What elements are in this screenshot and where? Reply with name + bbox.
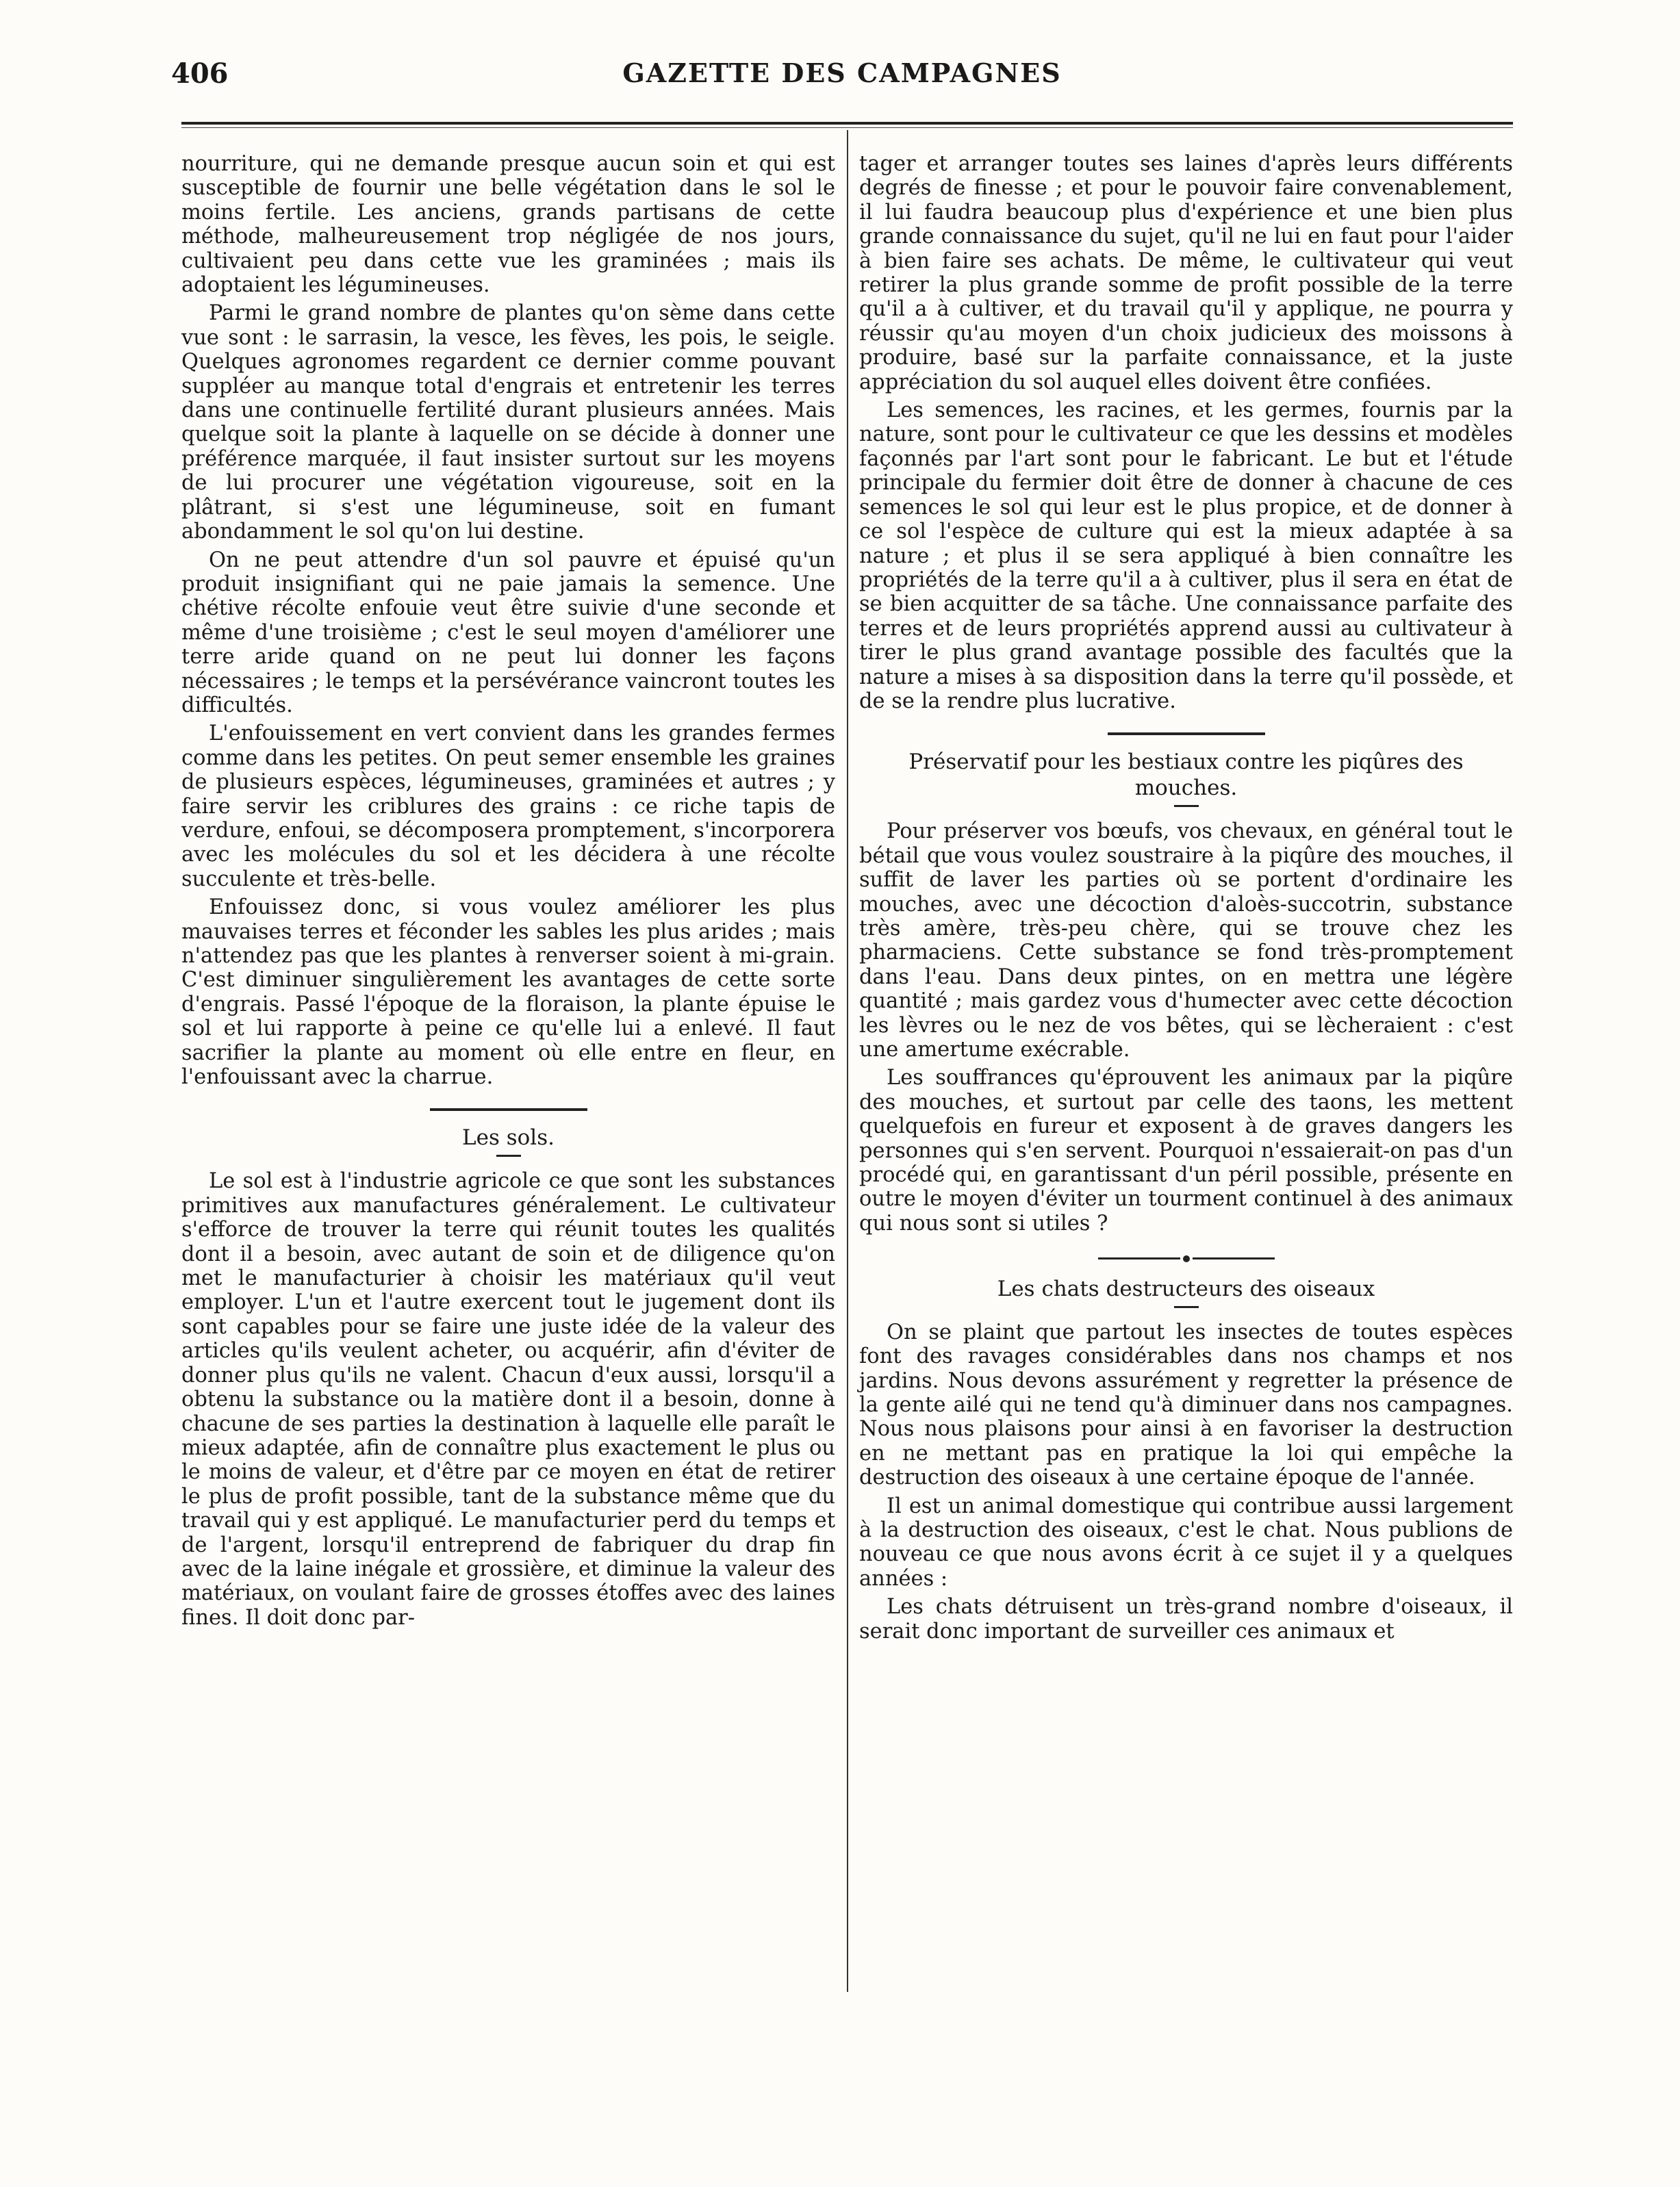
header-rule <box>181 122 1513 125</box>
section-title-chats: Les chats destructeurs des oiseaux <box>997 1276 1375 1301</box>
page-number: 406 <box>171 57 229 90</box>
section-separator <box>1108 732 1265 735</box>
paragraph: Les chats détruisent un très-grand nombre d'oiseaux, il serait donc important de surveiller ces animaux et <box>859 1595 1513 1644</box>
paragraph: Enfouissez donc, si vous voulez améliorer les plus mauvaises terres et féconder les sables les plus arides ; mais n'attendez pas que les plantes à renverser soient à mi-grain. C'est diminuer singulièrement les avantages de cette sorte d'engrais. Passé l'époque de la floraison, la plante épuise le sol et lui rapporte à peine ce qu'elle lui a enlevé. Il faut sacrifier la plante au moment où elle entre en fleur, en l'enfouissant avec la charrue. <box>181 895 835 1090</box>
title-dash <box>496 1155 521 1157</box>
page-header <box>171 57 1513 99</box>
left-column <box>181 152 835 1634</box>
running-title: GAZETTE DES CAMPAGNES <box>622 57 1062 88</box>
right-column <box>859 152 1513 1648</box>
section-title-preservatif: Préservatif pour les bestiaux contre les piqûres des mouches. <box>908 750 1464 801</box>
section-separator <box>430 1108 587 1111</box>
ornamental-separator <box>1077 1253 1296 1262</box>
paragraph: Il est un animal domestique qui contribue aussi largement à la destruction des oiseaux, c'est le chat. Nous publions de nouveau ce que nous avons écrit à ce sujet il y a quelques années : <box>859 1494 1513 1591</box>
paragraph: nourriture, qui ne demande presque aucun soin et qui est susceptible de fournir une belle végétation dans le sol le moins fertile. Les anciens, grands partisans de cette méthode, malheureusement trop négligée de nos jours, cultivaient peu dans cette vue les graminées ; mais ils adoptaient les légumineuses. <box>181 152 835 298</box>
paragraph: On se plaint que partout les insectes de toutes espèces font des ravages considérables dans nos champs et nos jardins. Nous devons assurément y regretter la présence de la gente ailé qui ne tend qu'à diminuer dans nos campagnes. Nous nous plaisons pour ainsi à en favoriser la destruction en ne mettant pas en pratique la loi qui empêche la destruction des oiseaux à une certaine époque de l'année. <box>859 1320 1513 1490</box>
paragraph: On ne peut attendre d'un sol pauvre et épuisé qu'un produit insignifiant qui ne paie jamais la semence. Une chétive récolte enfouie veut être suivie d'une seconde et même d'une troisième ; c'est le seul moyen d'améliorer une terre aride quand on ne peut lui donner les façons nécessaires ; le temps et la persévérance vaincront toutes les difficultés. <box>181 548 835 717</box>
paragraph: Les souffrances qu'éprouvent les animaux par la piqûre des mouches, et surtout par celle des taons, les mettent quelquefois en fureur et exposent à de graves dangers les personnes qui s'en servent. Pourquoi n'essaierait-on pas d'un procédé qui, en garantissant d'un péril possible, présente en outre le moyen d'éviter un tourment continuel à des animaux qui nous sont si utiles ? <box>859 1066 1513 1236</box>
paragraph: Pour préserver vos bœufs, vos chevaux, en général tout le bétail que vous voulez soustraire à la piqûre des mouches, il suffit de laver les parties où se portent d'ordinaire les mouches, avec une décoction d'aloès-succotrin, substance très amère, très-peu chère, qui se trouve chez les pharmaciens. Cette substance se fond très-promptement dans l'eau. Dans deux pintes, on en mettra une légère quantité ; mais gardez vous d'humecter avec cette décoction les lèvres ou le nez de vos bêtes, qui se lècheraient : c'est une amertume exécrable. <box>859 819 1513 1062</box>
header-rule-thin <box>181 127 1513 128</box>
ornament-bar <box>1098 1257 1180 1259</box>
paragraph: Parmi le grand nombre de plantes qu'on sème dans cette vue sont : le sarrasin, la vesce, les fèves, les pois, le seigle. Quelques agronomes regardent ce dernier comme pouvant suppléer au manque total d'engrais et entretenir les terres dans une continuelle fertilité durant plusieurs années. Mais quelque soit la plante à laquelle on se décide à donner une préférence marquée, il faut insister surtout sur les moyens de lui procurer une végétation vigoureuse, soit en la plâtrant, si s'est une légumineuse, soit en fumant abondamment le sol qu'on lui destine. <box>181 301 835 544</box>
section-title-les-sols: Les sols. <box>462 1125 555 1151</box>
title-dash <box>1174 805 1199 807</box>
paragraph: Les semences, les racines, et les germes, fournis par la nature, sont pour le cultivateur ce que les dessins et modèles façonnés par l'art sont pour le fabricant. Le but et l'étude principale du fermier doit être de donner à chacune de ces semences le sol qui leur est le plus propice, et de donner à ce sol l'espèce de culture qui est la mieux adaptée à sa nature ; et plus il se sera appliqué à bien connaître les propriétés de la terre qu'il a à cultiver, plus il sera en état de se bien acquitter de sa tâche. Une connaissance parfaite des terres et de leurs propriétés apprend aussi au cultivateur à tirer le plus grand avantage possible des facultés que la nature a mises à sa disposition dans la terre qu'il possède, et de se la rendre plus lucrative. <box>859 398 1513 713</box>
paragraph: L'enfouissement en vert convient dans les grandes fermes comme dans les petites. On peut semer ensemble les graines de plusieurs espèces, légumineuses, graminées et autres ; y faire servir les criblures des grains : ce riche tapis de verdure, enfoui, se décomposera promptement, s'incorporera avec les molécules du sol et les décidera à une récolte succulente et très-belle. <box>181 721 835 891</box>
paragraph: Le sol est à l'industrie agricole ce que sont les substances primitives aux manufactures généralement. Le cultivateur s'efforce de trouver la terre qui réunit toutes les qualités dont il a besoin, avec autant de soin et de diligence qu'on met le manufacturier à choisir les matériaux qu'il veut employer. L'un et l'autre exercent tout le jugement dont ils sont capables pour se faire une juste idée de la valeur des articles qu'ils veulent acheter, ou acquérir, afin d'éviter de donner plus qu'ils ne valent. Chacun d'eux aussi, lorsqu'il a obtenu la substance ou la matière dont il a besoin, donne à chacune de ses parties la destination à laquelle elle paraît le mieux adaptée, afin de connaître plus exactement le plus ou le moins de valeur, et d'être par ce moyen en état de retirer le plus de profit possible, tant de la substance même que du travail qui y est appliqué. Le manufacturier perd du temps et de l'argent, lorsqu'il entreprend de fabriquer du drap fin avec de la laine inégale et grossière, et diminue la valeur des matériaux, on voulant faire de grosses étoffes avec des laines fines. Il doit donc par- <box>181 1169 835 1630</box>
title-dash <box>1174 1306 1199 1308</box>
ornament-bar <box>1193 1257 1275 1259</box>
column-divider <box>847 130 848 1992</box>
ornament-dot <box>1183 1255 1190 1262</box>
paragraph: tager et arranger toutes ses laines d'après leurs différents degrés de finesse ; et pour le pouvoir faire convenablement, il lui faudra beaucoup plus d'expérience et une bien plus grande connaissance du sujet, qu'il ne lui en faut pour l'aider à bien faire ses achats. De même, le cultivateur qui veut retirer la plus grande somme de profit possible de la terre qu'il a à cultiver, et du travail qu'il y applique, ne pourra y réussir qu'au moyen d'un choix judicieux des moissons à produire, basé sur la parfaite connaissance, et la juste appréciation du sol auquel elles doivent être confiées. <box>859 152 1513 394</box>
